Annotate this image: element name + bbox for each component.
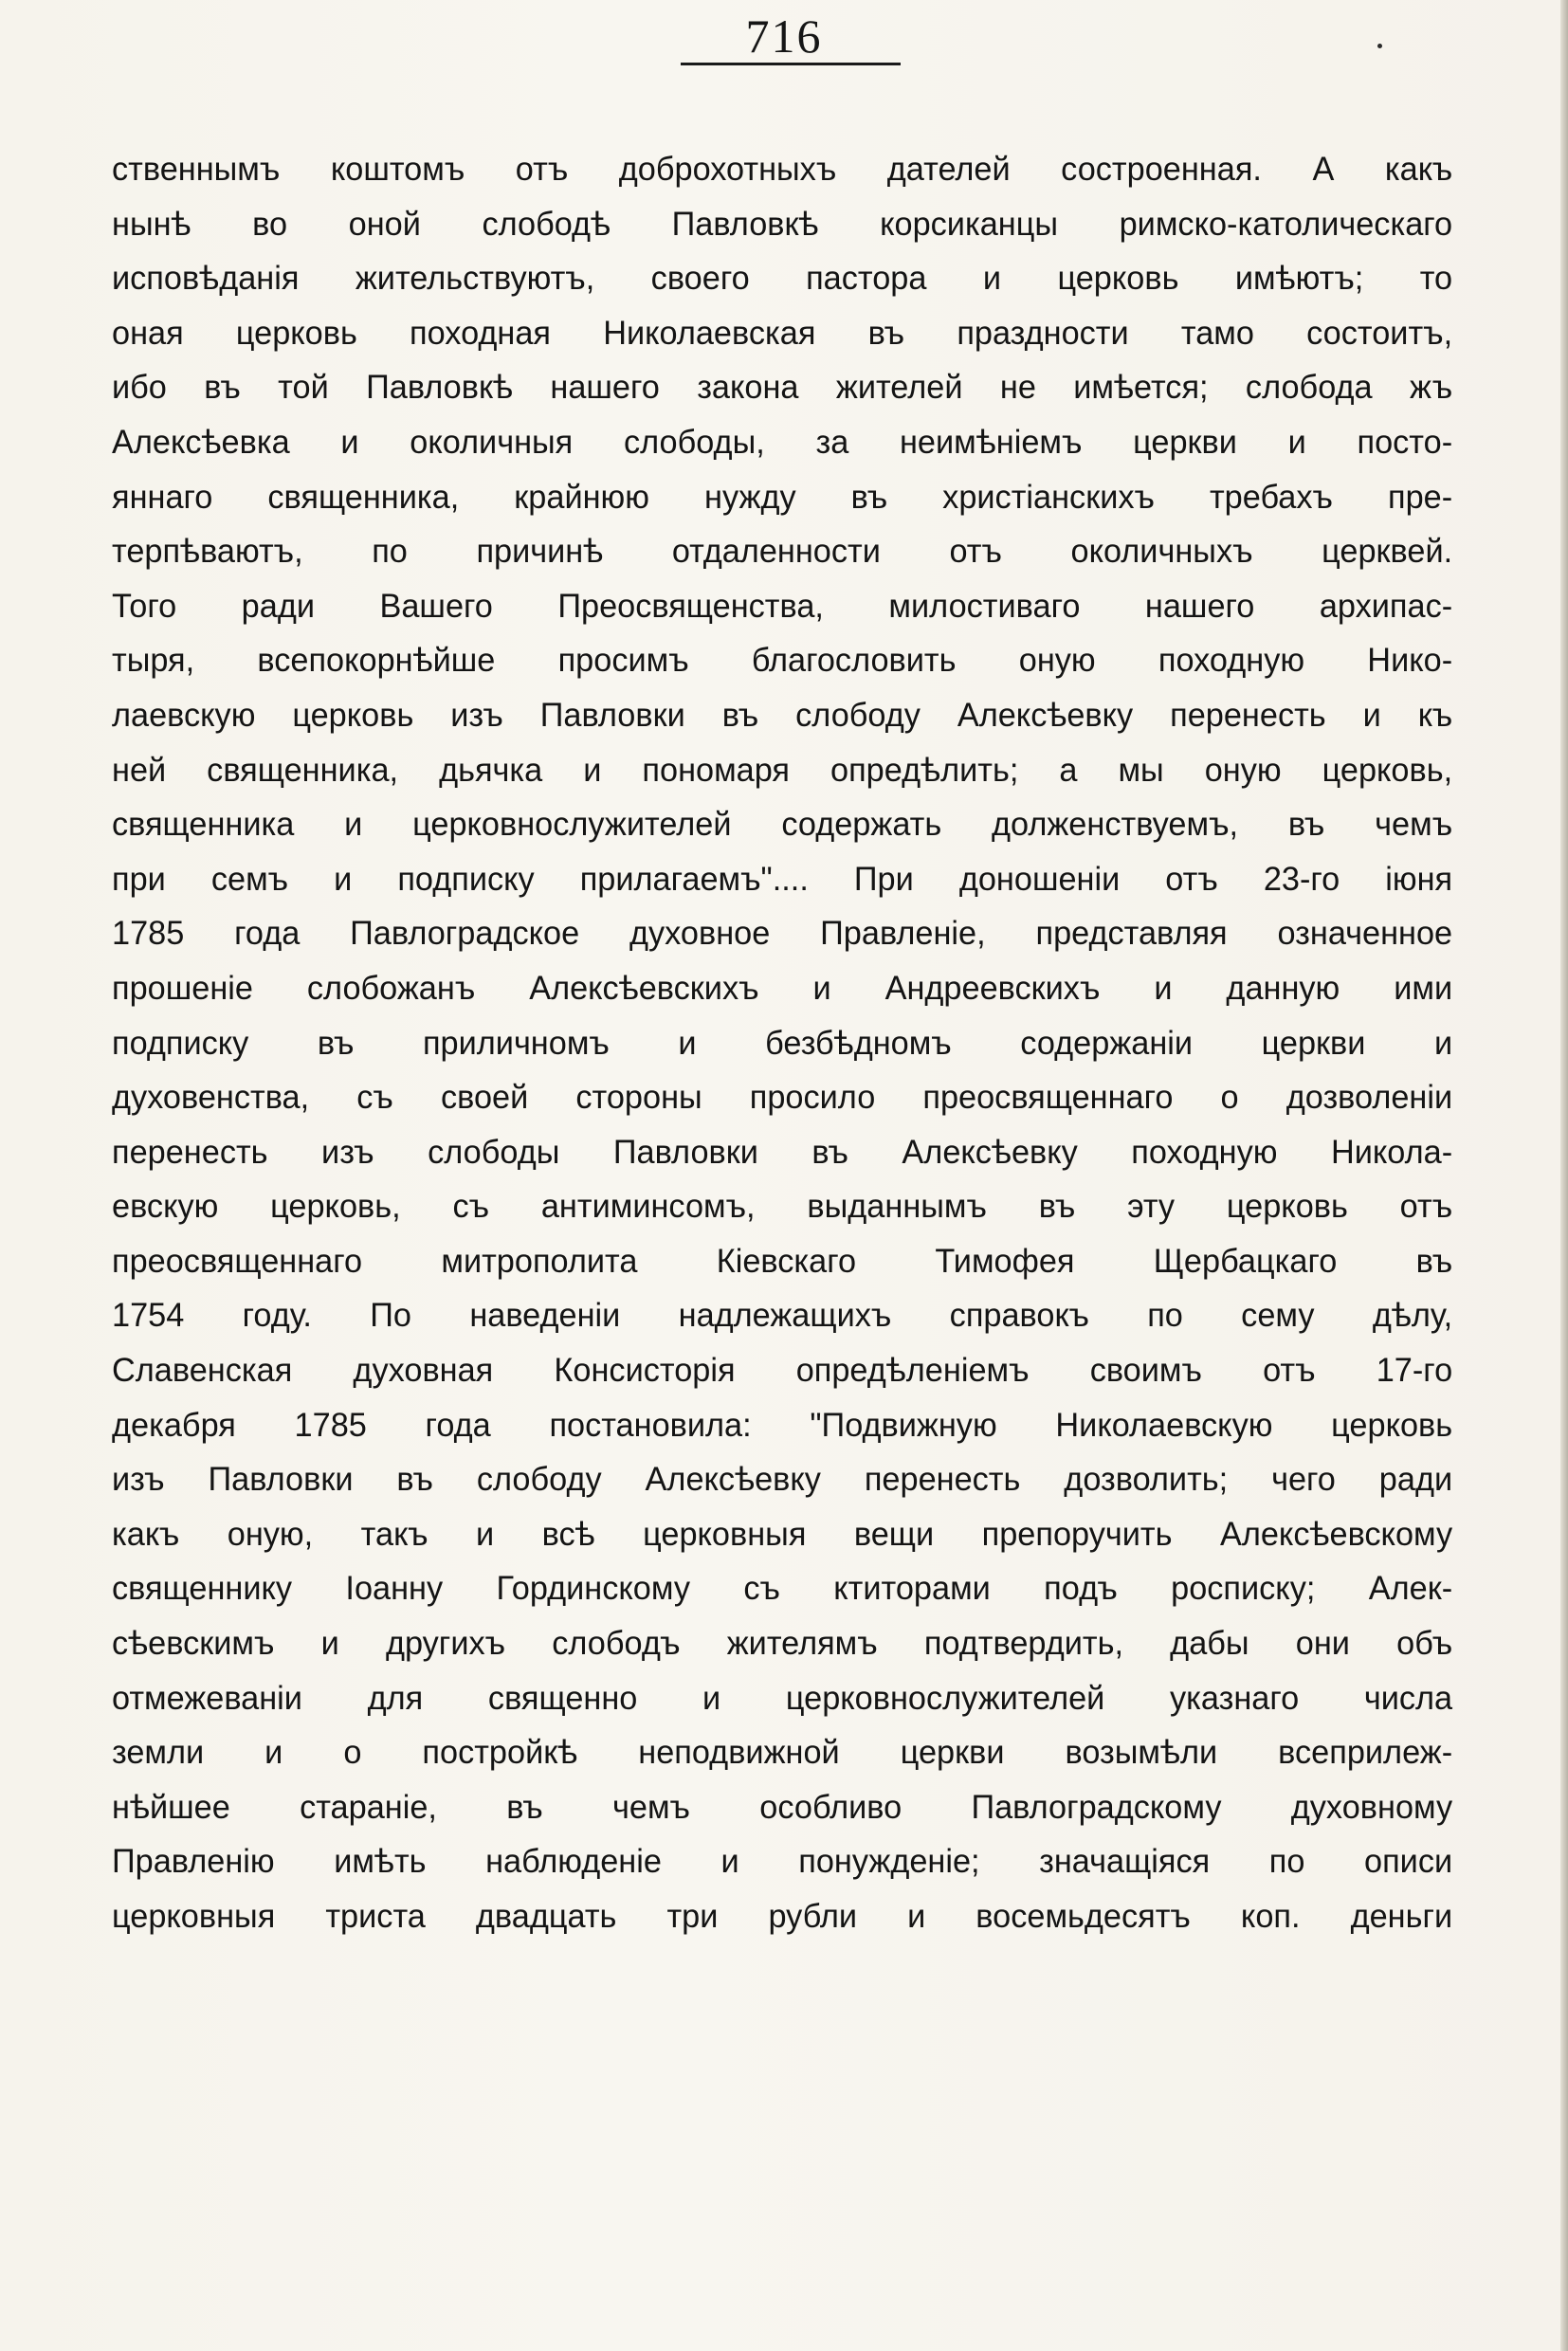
text-line: евскую церковь, съ антиминсомъ, выданнымъ въ эту церковь отъ — [112, 1188, 1453, 1226]
page-edge-shadow — [1560, 0, 1568, 2351]
text-line: сѣевскимъ и другихъ слободъ жителямъ подтвердить, дабы они объ — [112, 1625, 1453, 1663]
text-line: при семъ и подписку прилагаемъ".... При доношеніи отъ 23-го іюня — [112, 860, 1453, 898]
text-line: тыря, всепокорнѣйше просимъ благословить оную походную Нико- — [112, 642, 1453, 680]
text-line: перенесть изъ слободы Павловки въ Алексѣевку походную Никола- — [112, 1133, 1453, 1171]
print-speck — [1377, 44, 1382, 48]
text-line: ственнымъ коштомъ отъ доброхотныхъ дателей состроенная. А какъ — [112, 151, 1453, 188]
text-line: ибо въ той Павловкѣ нашего закона жителей не имѣется; слобода жъ — [112, 369, 1453, 407]
text-line: ней священника, дьячка и пономаря опредѣлить; а мы оную церковь, — [112, 751, 1453, 789]
text-line: лаевскую церковь изъ Павловки въ слободу Алексѣевку перенесть и къ — [112, 696, 1453, 734]
text-line: исповѣданія жительствуютъ, своего пастора и церковь имѣютъ; то — [112, 260, 1453, 298]
text-line: изъ Павловки въ слободу Алексѣевку перенесть дозволить; чего ради — [112, 1461, 1453, 1499]
text-line: духовенства, съ своей стороны просило преосвященнаго о дозволеніи — [112, 1079, 1453, 1117]
text-line: отмежеваніи для священно и церковнослужителей указнаго числа — [112, 1679, 1453, 1717]
text-line: земли и о постройкѣ неподвижной церкви возымѣли всеприлеж- — [112, 1734, 1453, 1772]
text-line: терпѣваютъ, по причинѣ отдаленности отъ околичныхъ церквей. — [112, 533, 1453, 571]
body-text — [112, 142, 1452, 1944]
text-line: оная церковь походная Николаевская въ праздности тамо состоитъ, — [112, 314, 1453, 352]
text-line: церковныя триста двадцать три рубли и восемьдесятъ коп. деньги — [112, 1898, 1453, 1935]
text-line: подписку въ приличномъ и безбѣдномъ содержаніи церкви и — [112, 1024, 1453, 1062]
text-line: нынѣ во оной слободѣ Павловкѣ корсиканцы римско-католическаго — [112, 205, 1453, 243]
page-number: 716 — [745, 9, 823, 63]
text-line: какъ оную, такъ и всѣ церковныя вещи препоручить Алексѣевскому — [112, 1515, 1453, 1553]
text-line: Славенская духовная Консисторія опредѣленіемъ своимъ отъ 17-го — [112, 1352, 1453, 1390]
header-rule — [681, 63, 901, 65]
text-line: Правленію имѣть наблюденіе и понужденіе; значащіяся по описи — [112, 1843, 1453, 1881]
text-line: 1754 году. По наведеніи надлежащихъ справокъ по сему дѣлу, — [112, 1297, 1453, 1335]
text-line: нѣйшее стараніе, въ чемъ особливо Павлоградскому духовному — [112, 1788, 1453, 1826]
text-line: Того ради Вашего Преосвященства, милостиваго нашего архипас- — [112, 587, 1453, 625]
text-line: Алексѣевка и околичныя слободы, за неимѣніемъ церкви и посто- — [112, 423, 1453, 461]
text-line: преосвященнаго митрополита Кіевскаго Тимофея Щербацкаго въ — [112, 1242, 1453, 1280]
text-line: священнику Іоанну Гординскому съ ктиторами подъ росписку; Алек- — [112, 1570, 1453, 1608]
text-line: прошеніе слобожанъ Алексѣевскихъ и Андреевскихъ и данную ими — [112, 969, 1453, 1007]
text-line: яннаго священника, крайнюю нужду въ христіанскихъ требахъ пре- — [112, 478, 1453, 516]
text-line: 1785 года Павлоградское духовное Правленіе, представляя означенное — [112, 915, 1453, 953]
text-line: декабря 1785 года постановила: "Подвижную Николаевскую церковь — [112, 1406, 1453, 1444]
text-line: священника и церковнослужителей содержать долженствуемъ, въ чемъ — [112, 806, 1453, 844]
